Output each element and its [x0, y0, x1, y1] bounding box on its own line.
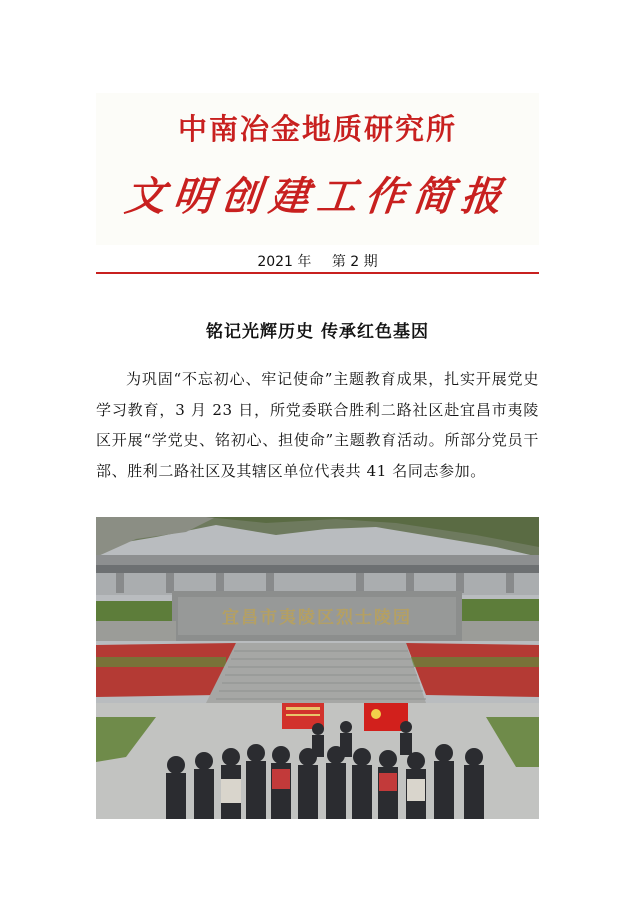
issue-year: 2021 年	[257, 254, 312, 270]
organization-name: 中南冶金地质研究所	[177, 112, 457, 146]
event-photo-illustration	[96, 517, 539, 819]
report-name: 文明创建工作简报	[122, 173, 512, 220]
event-photo	[96, 517, 539, 819]
memorial-inscription: 宜昌市夷陵区烈士陵园	[222, 608, 412, 628]
article-body: 为巩固“不忘初心、牢记使命”主题教育成果，扎实开展党史学习教育，3 月 23 日，所党委联合胜利二路社区赴宜昌市夷陵区开展“学党史、铭初心、担使命”主题教育活动。所部分党员干部、胜利二路社区及其辖区单位代表共 41 名同志参加。	[96, 370, 539, 480]
issue-line	[96, 251, 539, 271]
masthead-divider	[96, 272, 539, 274]
article-title: 铭记光辉历史 传承红色基因	[206, 322, 429, 342]
issue-number: 第 2 期	[331, 254, 378, 270]
